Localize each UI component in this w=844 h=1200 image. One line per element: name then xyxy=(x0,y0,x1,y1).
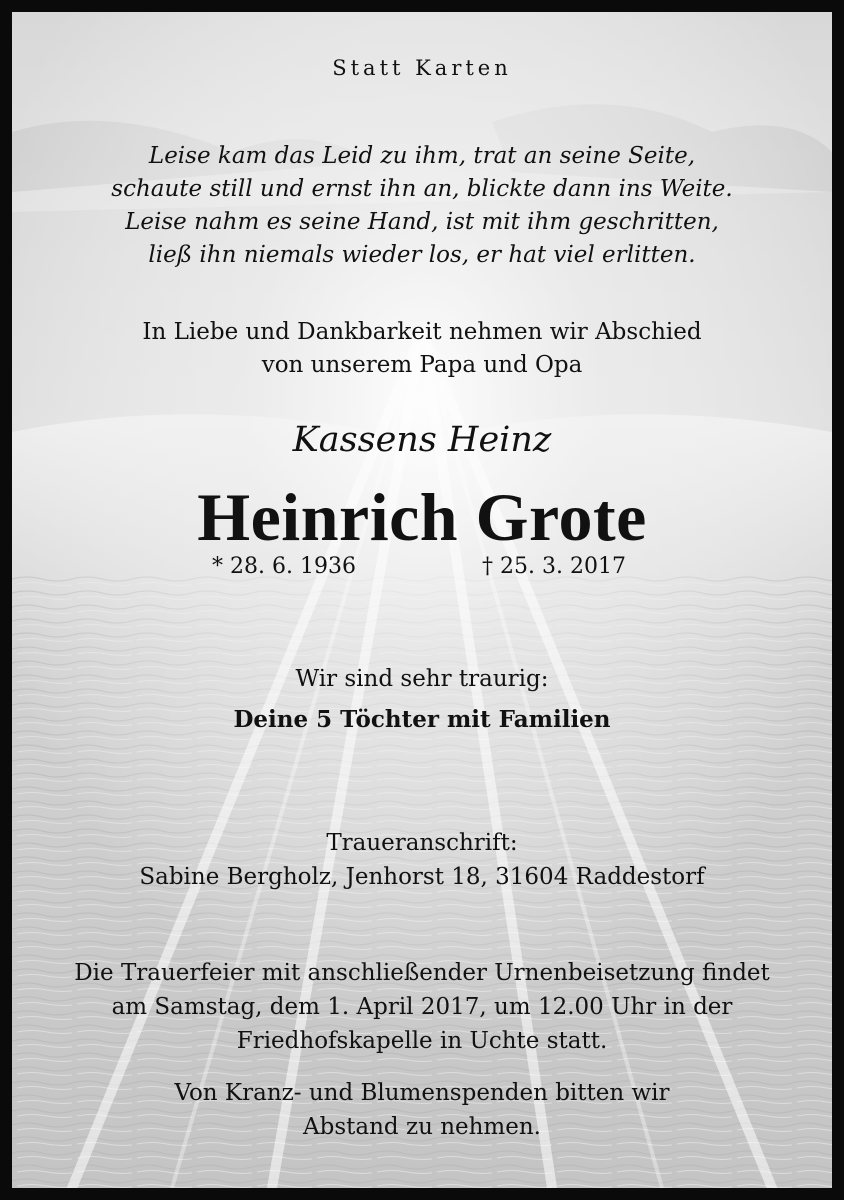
poem-line: ließ ihn niemals wieder los, er hat viel erlitten. xyxy=(148,242,696,268)
flowers-line: Abstand zu nehmen. xyxy=(303,1114,541,1140)
ceremony-line: Die Trauerfeier mit anschließender Urnenbeisetzung findet xyxy=(74,960,770,986)
deceased-name: Heinrich Grote xyxy=(197,479,647,555)
flowers-note xyxy=(12,1076,832,1144)
address-label: Traueranschrift: xyxy=(326,830,518,856)
flowers-line: Von Kranz- und Blumenspenden bitten wir xyxy=(174,1080,670,1106)
poem-line: schaute still und ernst ihn an, blickte dann ins Weite. xyxy=(111,176,733,202)
death-date: † 25. 3. 2017 xyxy=(482,554,626,579)
ceremony-line: am Samstag, dem 1. April 2017, um 12.00 Uhr in der xyxy=(111,994,733,1020)
farewell-line: von unserem Papa und Opa xyxy=(261,352,583,378)
mourners-intro: Wir sind sehr traurig: xyxy=(295,666,549,692)
poem xyxy=(12,140,832,272)
poem-line: Leise nahm es seine Hand, ist mit ihm geschritten, xyxy=(125,209,719,235)
farewell-line: In Liebe und Dankbarkeit nehmen wir Abschied xyxy=(142,319,702,345)
mourners-family: Deine 5 Töchter mit Familien xyxy=(233,706,611,733)
birth-date: * 28. 6. 1936 xyxy=(212,554,356,579)
poem-line: Leise kam das Leid zu ihm, trat an seine Seite, xyxy=(148,143,696,169)
ceremony-line: Friedhofskapelle in Uchte statt. xyxy=(236,1028,608,1054)
obituary-text xyxy=(12,12,832,1188)
statt-karten-heading: Statt Karten xyxy=(332,56,512,80)
ceremony-details xyxy=(12,956,832,1058)
farewell-intro xyxy=(12,316,832,382)
deceased-nickname: Kassens Heinz xyxy=(292,420,552,460)
address-value: Sabine Bergholz, Jenhorst 18, 31604 Raddestorf xyxy=(139,864,705,890)
